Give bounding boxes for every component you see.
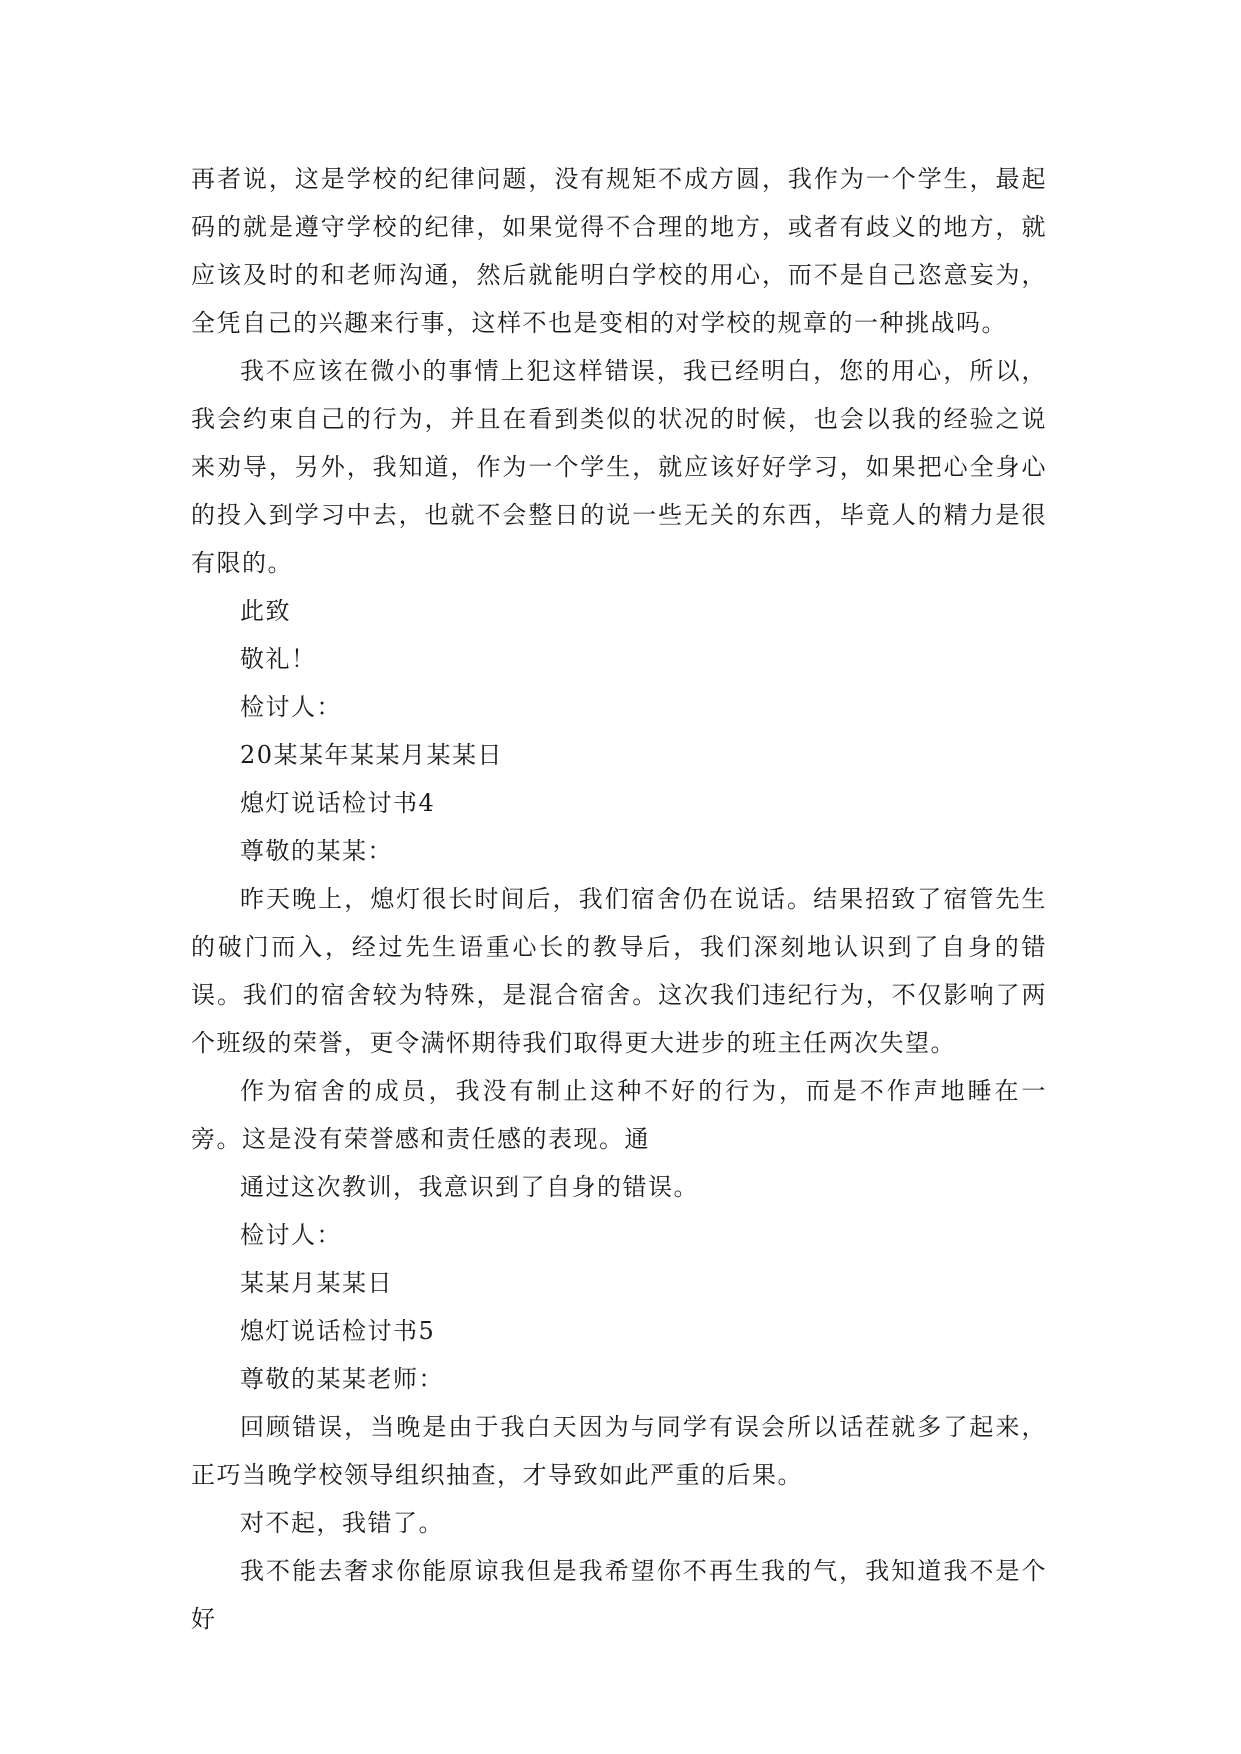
signature-label: 检讨人： — [240, 693, 342, 721]
document-body — [191, 155, 1047, 1643]
paragraph: 昨天晚上，熄灯很长时间后，我们宿舍仍在说话。结果招致了宿管先生的破门而入，经过先生语重心长的教导后，我们深刻地认识到了自身的错误。我们的宿舍较为特殊，是混合宿舍。这次我们违纪行为，不仅影响了两个班级的荣誉，更令满怀期待我们取得更大进步的班主任两次失望。 — [191, 885, 1047, 1057]
greeting: 尊敬的某某： — [240, 837, 393, 865]
date-line: 某某月某某日 — [240, 1269, 393, 1297]
paragraph: 我不能去奢求你能原谅我但是我希望你不再生我的气，我知道我不是个好 — [191, 1557, 1047, 1633]
closing-salutation: 此致 — [240, 597, 291, 625]
closing-regards: 敬礼！ — [240, 645, 317, 673]
date-line: 20某某年某某月某某日 — [240, 741, 504, 769]
signature-label: 检讨人： — [240, 1221, 342, 1249]
paragraph: 我不应该在微小的事情上犯这样错误，我已经明白，您的用心，所以，我会约束自己的行为，并且在看到类似的状况的时候，也会以我的经验之说来劝导，另外，我知道，作为一个学生，就应该好好学习，如果把心全身心的投入到学习中去，也就不会整日的说一些无关的东西，毕竟人的精力是很有限的。 — [191, 357, 1047, 577]
paragraph: 再者说，这是学校的纪律问题，没有规矩不成方圆，我作为一个学生，最起码的就是遵守学校的纪律，如果觉得不合理的地方，或者有歧义的地方，就应该及时的和老师沟通，然后就能明白学校的用心，而不是自己恣意妄为，全凭自己的兴趣来行事，这样不也是变相的对学校的规章的一种挑战吗。 — [191, 165, 1047, 337]
paragraph: 作为宿舍的成员，我没有制止这种不好的行为，而是不作声地睡在一旁。这是没有荣誉感和责任感的表现。通 — [191, 1077, 1047, 1153]
section-title: 熄灯说话检讨书4 — [240, 789, 436, 817]
greeting: 尊敬的某某老师： — [240, 1365, 444, 1393]
paragraph: 通过这次教训，我意识到了自身的错误。 — [240, 1173, 699, 1201]
paragraph: 回顾错误，当晚是由于我白天因为与同学有误会所以话茬就多了起来，正巧当晚学校领导组织抽查，才导致如此严重的后果。 — [191, 1413, 1047, 1489]
paragraph: 对不起，我错了。 — [240, 1509, 444, 1537]
section-title: 熄灯说话检讨书5 — [240, 1317, 436, 1345]
